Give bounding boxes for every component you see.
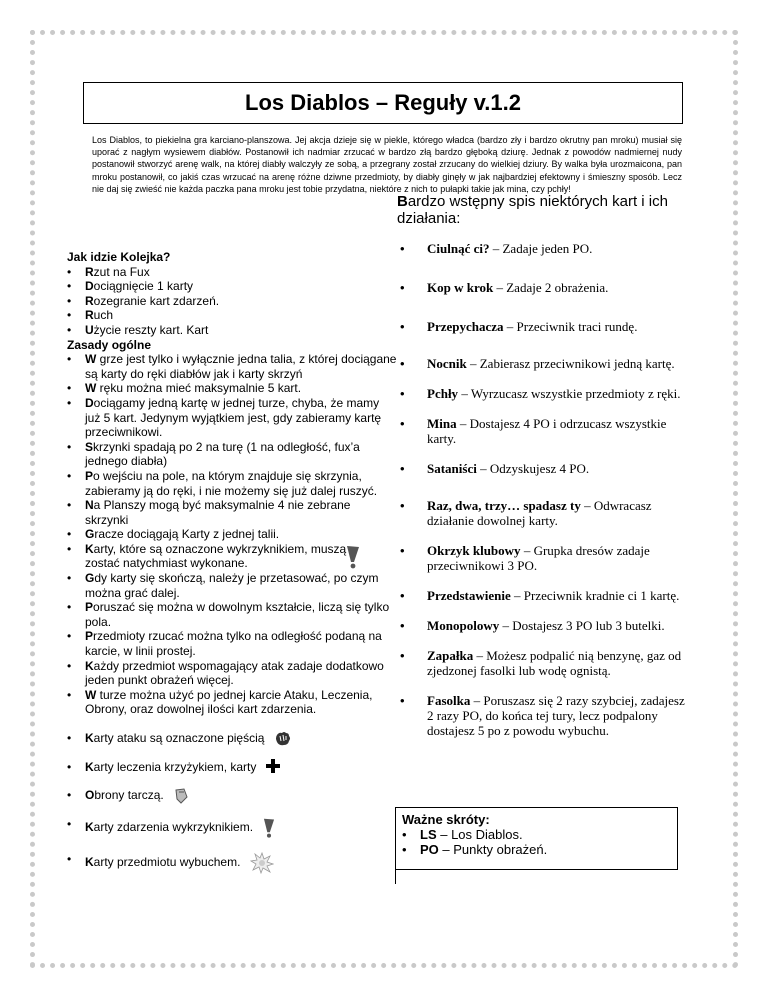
fist-icon	[274, 731, 292, 747]
list-item: • LS – Los Diablos.	[402, 827, 671, 842]
list-item: • Ciulnąć ci? – Zadaje jeden PO.	[397, 241, 687, 256]
list-item: • Karty, które są oznaczone wykrzyknikiem, muszą zostać natychmiast wykonane.	[67, 542, 397, 571]
list-item: • Przedmioty rzucać można tylko na odległość podaną na karcie, w linii prostej.	[67, 629, 397, 658]
list-item: • W turze można użyć po jednej karcie Ataku, Leczenia, Obrony, oraz dowolnej ilości kart zdarzenia.	[67, 688, 397, 717]
list-item: • Karty przedmiotu wybuchem.	[67, 852, 397, 874]
list-item: • Gdy karty się skończą, należy je przetasować, po czym można grać dalej.	[67, 571, 397, 600]
abbreviations-list	[402, 827, 671, 857]
explosion-icon	[250, 852, 274, 874]
list-item: • Przedstawienie – Przeciwnik kradnie ci 1 kartę.	[397, 588, 687, 603]
list-item: • Ruch	[67, 308, 397, 323]
page-title: Los Diablos – Reguły v.1.2	[83, 82, 683, 124]
turn-heading: Jak idzie Kolejka?	[67, 250, 171, 264]
list-item: • W grze jest tylko i wyłącznie jedna talia, z której dociągane są karty do ręki diabłów jak i karty skrzyń	[67, 352, 397, 381]
list-item: • Karty leczenia krzyżykiem, karty	[67, 760, 397, 775]
list-item: • Użycie reszty kart. Kart	[67, 323, 397, 338]
list-item: • Kop w krok – Zadaje 2 obrażenia.	[397, 280, 687, 295]
list-item: • Sataniści – Odzyskujesz 4 PO.	[397, 461, 687, 476]
list-item: • Dociągnięcie 1 karty	[67, 279, 397, 294]
list-item: • Gracze dociągają Karty z jednej talii.	[67, 527, 397, 542]
left-column	[67, 250, 397, 874]
list-item: • Fasolka – Poruszasz się 2 razy szybciej, zadajesz 2 razy PO, do końca tej tury, lecz podpalony dostajesz 5 po z powodu wybuchu.	[397, 693, 687, 738]
list-item: • Karty zdarzenia wykrzyknikiem.	[67, 817, 397, 839]
cross-icon	[266, 759, 280, 773]
list-item: • Każdy przedmiot wspomagający atak zadaje dodatkowo jeden punkt obrażeń więcej.	[67, 659, 397, 688]
cards-list	[397, 241, 687, 738]
shield-icon	[173, 788, 189, 804]
card-types-list	[67, 731, 397, 874]
list-item: • Zapałka – Możesz podpalić nią benzynę, gaz od zjedzonej fasolki lub wodę ognistą.	[397, 648, 687, 678]
list-item: • Przepychacza – Przeciwnik traci rundę.	[397, 319, 687, 334]
rules-list-2	[67, 571, 397, 717]
list-item: • Rozegranie kart zdarzeń.	[67, 294, 397, 309]
abbreviations-box	[395, 807, 678, 870]
urgent-rule	[67, 542, 397, 571]
list-item: • Skrzynki spadają po 2 na turę (1 na odległość, fux’a jednego diabła)	[67, 440, 397, 469]
list-item: • PO – Punkty obrażeń.	[402, 842, 671, 857]
turn-list	[67, 265, 397, 338]
list-item: • W ręku można mieć maksymalnie 5 kart.	[67, 381, 397, 396]
list-item: • Poruszać się można w dowolnym kształcie, liczą się tylko pola.	[67, 600, 397, 629]
rules-heading: Zasady ogólne	[67, 337, 152, 352]
list-item: • Monopolowy – Dostajesz 3 PO lub 3 butelki.	[397, 618, 687, 633]
abbreviations-heading: Ważne skróty:	[402, 812, 490, 827]
list-item: • Okrzyk klubowy – Grupka dresów zadaje przeciwnikowi 3 PO.	[397, 543, 687, 573]
intro-paragraph: Los Diablos, to piekielna gra karciano-planszowa. Jej akcja dzieje się w piekle, którego władca (bardzo zły i bardzo okrutny pan mroku) musiał się uporać z nagłym wysiewem diabłów. Postanowił ich nadmiar zrzucać w bardzo złą bardzo głęboką dziurę. Jednak z powodów nadmiernej nudy postanowił stworzyć arenę walk, na której diabły walczyły ze sobą, a przegrany został zrzucany do wielkiej dziury. By walka była urozmaicona, pan mroku postanowił, co jakiś czas wrzucać na arenę różne dziwne przedmioty, by diabły ginęły w jak najbardziej efektowny i śmieszny sposób. Lecz nie daj się zwieść nie każda paczka pana mroku jest tobie przydatna, niektóre z nich to pułapki takie jak mina, czy pchły!	[92, 135, 682, 194]
right-column	[397, 193, 687, 752]
list-item: • Rzut na Fux	[67, 265, 397, 280]
divider	[395, 870, 396, 884]
list-item: • Raz, dwa, trzy… spadasz ty – Odwracasz działanie dowolnej karty.	[397, 498, 687, 528]
cards-heading: Bardzo wstępny spis niektórych kart i ich działania:	[397, 193, 668, 227]
exclamation-icon	[345, 544, 361, 570]
list-item: • Nocnik – Zabierasz przeciwnikowi jedną kartę.	[397, 356, 687, 371]
list-item: • Pchły – Wyrzucasz wszystkie przedmioty z ręki.	[397, 386, 687, 401]
list-item: • Na Planszy mogą być maksymalnie 4 nie zebrane skrzynki	[67, 498, 397, 527]
list-item: • Po wejściu na pole, na którym znajduje się skrzynia, zabieramy ją do ręki, i nie możemy się już dalej ruszyć.	[67, 469, 397, 498]
list-item: • Obrony tarczą.	[67, 788, 397, 804]
list-item: • Mina – Dostajesz 4 PO i odrzucasz wszystkie karty.	[397, 416, 687, 446]
list-item: • Dociągamy jedną kartę w jednej turze, chyba, że mamy już 5 kart. Jedynym wyjątkiem jest, gdy zabieramy kartę przeciwnikowi.	[67, 396, 397, 440]
list-item: • Karty ataku są oznaczone pięścią	[67, 731, 397, 747]
exclamation-icon	[262, 817, 276, 839]
rules-list	[67, 352, 397, 542]
